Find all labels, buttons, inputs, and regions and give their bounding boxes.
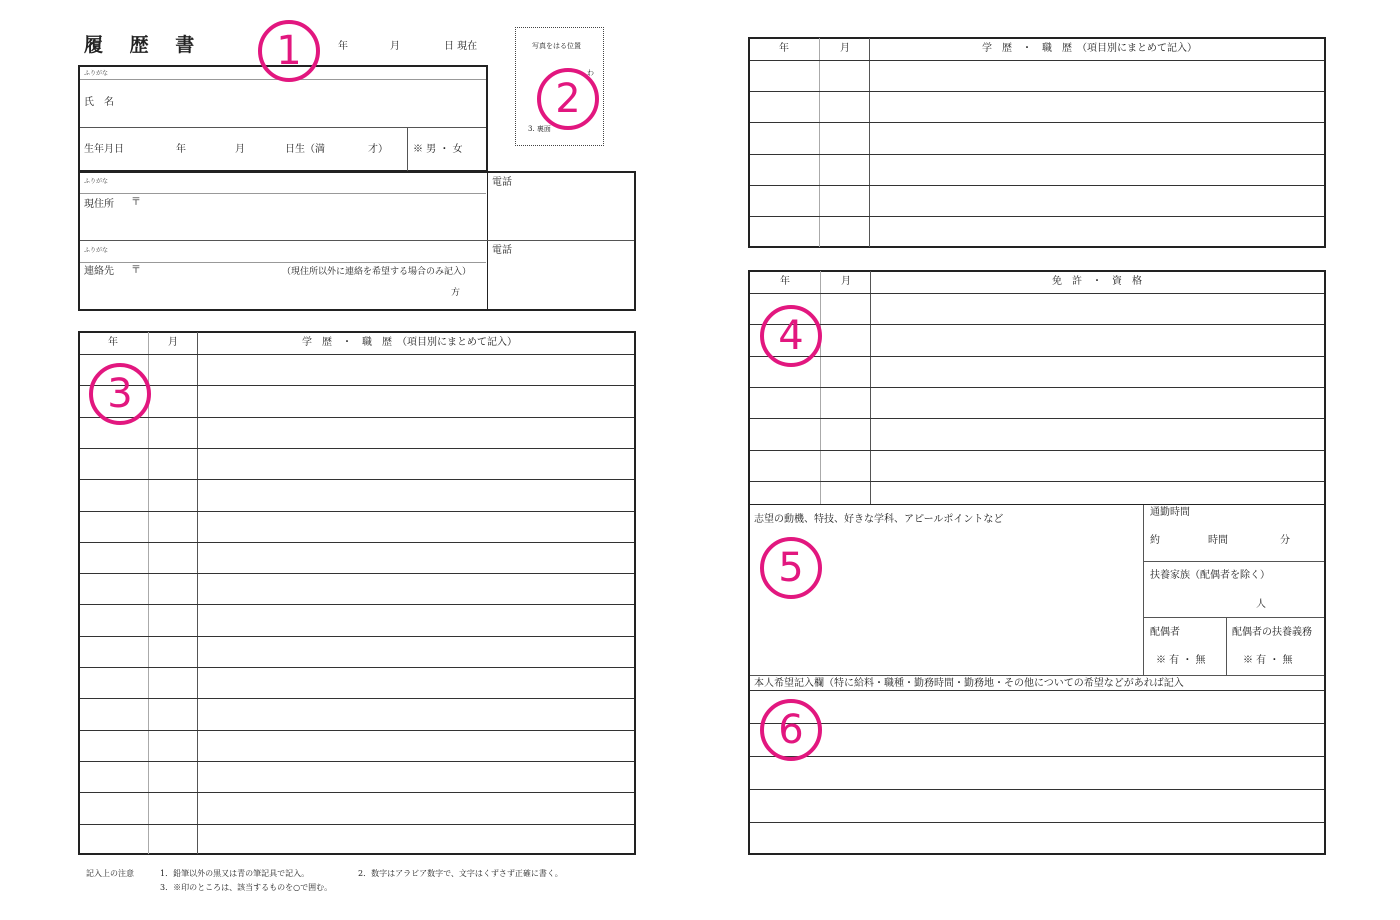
divider	[750, 504, 1324, 505]
note-2: 2．数字はアラビア数字で、文字はくずさず正確に書く。	[358, 869, 563, 878]
divider	[148, 332, 149, 854]
commute-minutes: 分	[1280, 535, 1290, 546]
note-1: 1．鉛筆以外の黒又は青の筆記具で記入。	[160, 869, 310, 878]
birth-month: 月	[235, 144, 245, 155]
photo-caption: 写真をはる位置	[532, 42, 581, 50]
name-label: 氏 名	[84, 97, 114, 108]
photo-note-3: 3. 裏面	[528, 125, 551, 133]
table-row-divider	[750, 481, 1324, 482]
table-row-divider	[750, 324, 1324, 325]
sex-choice: ※ 男 ・ 女	[413, 144, 463, 155]
table-row-divider	[80, 542, 634, 543]
spouse-support-value: ※ 有 ・ 無	[1243, 655, 1293, 666]
table-row-divider	[80, 667, 634, 668]
table-row-divider	[750, 122, 1324, 123]
table-row-divider	[80, 573, 634, 574]
table-row-divider	[80, 824, 634, 825]
phone-label-2: 電話	[492, 245, 512, 256]
contact-label: 連絡先	[84, 266, 114, 277]
table-row-divider	[80, 448, 634, 449]
divider	[80, 240, 634, 241]
table-row-divider	[750, 822, 1324, 823]
license-col-content: 免 許 ・ 資 格	[1052, 276, 1142, 287]
commute-hours: 時間	[1208, 535, 1228, 546]
table-row-divider	[750, 356, 1324, 357]
address-box	[78, 171, 636, 311]
marker-1: 1	[258, 20, 320, 82]
history-col-month: 月	[168, 337, 178, 348]
header-month: 月	[390, 41, 400, 52]
contact-note: （現住所以外に連絡を希望する場合のみ記入）	[282, 267, 472, 277]
table-row-divider	[750, 185, 1324, 186]
table-row-divider	[750, 450, 1324, 451]
table-row-divider	[750, 756, 1324, 757]
divider	[80, 127, 486, 128]
table-row-divider	[750, 293, 1324, 294]
table-row-divider	[750, 60, 1324, 61]
table-row-divider	[80, 698, 634, 699]
table-row-divider	[750, 418, 1324, 419]
table-row-divider	[80, 730, 634, 731]
table-row-divider	[750, 789, 1324, 790]
divider	[1144, 561, 1324, 562]
header-year: 年	[338, 41, 348, 52]
table-row-divider	[80, 761, 634, 762]
table-row-divider	[750, 723, 1324, 724]
phone-label-1: 電話	[492, 177, 512, 188]
table-row-divider	[80, 417, 634, 418]
motivation-label: 志望の動機、特技、好きな学科、アピールポイントなど	[754, 514, 1004, 525]
history-col-content: 学 歴 ・ 職 歴 （項目別にまとめて記入）	[982, 43, 1197, 54]
table-row-divider	[80, 385, 634, 386]
document-title: 履 歴 書	[84, 34, 205, 56]
age-unit: 才）	[368, 144, 388, 155]
table-row-divider	[750, 154, 1324, 155]
history-table-left	[78, 331, 636, 855]
marker-5: 5	[760, 537, 822, 599]
divider	[1226, 618, 1227, 675]
spouse-label: 配偶者	[1150, 627, 1180, 638]
table-row-divider	[750, 216, 1324, 217]
wishes-label: 本人希望記入欄（特に給料・職種・勤務時間・勤務地・その他についての希望などがあれば記入	[754, 678, 1184, 689]
history-col-content: 学 歴 ・ 職 歴 （項目別にまとめて記入）	[302, 337, 517, 348]
birth-day-age: 日生（満	[285, 144, 325, 155]
divider	[197, 332, 198, 854]
divider	[750, 675, 1324, 676]
table-row-divider	[80, 479, 634, 480]
notes-heading: 記入上の注意	[86, 869, 134, 878]
spouse-value: ※ 有 ・ 無	[1156, 655, 1206, 666]
divider	[80, 193, 486, 194]
address-label: 現住所	[84, 199, 114, 210]
birth-label: 生年月日	[84, 144, 124, 155]
marker-2: 2	[537, 68, 599, 130]
table-row-divider	[750, 690, 1324, 691]
table-row-divider	[750, 91, 1324, 92]
history-col-month: 月	[840, 43, 850, 54]
note-3: 3．※印のところは、該当するものを○で囲む。	[160, 883, 333, 892]
table-row-divider	[80, 354, 634, 355]
marker-3: 3	[89, 363, 151, 425]
marker-6: 6	[760, 699, 822, 761]
table-row-divider	[80, 604, 634, 605]
table-row-divider	[80, 511, 634, 512]
history-col-year: 年	[108, 337, 118, 348]
license-motivation-box	[748, 270, 1326, 855]
license-col-year: 年	[780, 276, 790, 287]
table-row-divider	[80, 792, 634, 793]
birth-year: 年	[176, 144, 186, 155]
dependents-label: 扶養家族（配偶者を除く）	[1150, 570, 1270, 581]
postal-mark: 〒	[131, 197, 141, 208]
divider	[407, 128, 408, 171]
table-row-divider	[750, 387, 1324, 388]
photo-note-partial: わ	[587, 69, 594, 77]
history-col-year: 年	[779, 43, 789, 54]
commute-about: 約	[1150, 535, 1160, 546]
commute-label: 通勤時間	[1150, 507, 1190, 518]
divider	[1143, 505, 1144, 675]
furigana-label: ふりがな	[84, 247, 109, 254]
divider	[80, 262, 486, 263]
license-col-month: 月	[841, 276, 851, 287]
furigana-label: ふりがな	[84, 70, 109, 77]
postal-mark: 〒	[131, 265, 141, 276]
dependents-unit: 人	[1256, 599, 1266, 610]
header-day-present: 日 現在	[444, 41, 478, 52]
contact-suffix: 方	[451, 288, 461, 298]
furigana-label: ふりがな	[84, 178, 109, 185]
marker-4: 4	[760, 305, 822, 367]
divider	[487, 172, 488, 310]
table-row-divider	[80, 636, 634, 637]
divider	[1144, 617, 1324, 618]
spouse-support-label: 配偶者の扶養義務	[1232, 627, 1312, 638]
